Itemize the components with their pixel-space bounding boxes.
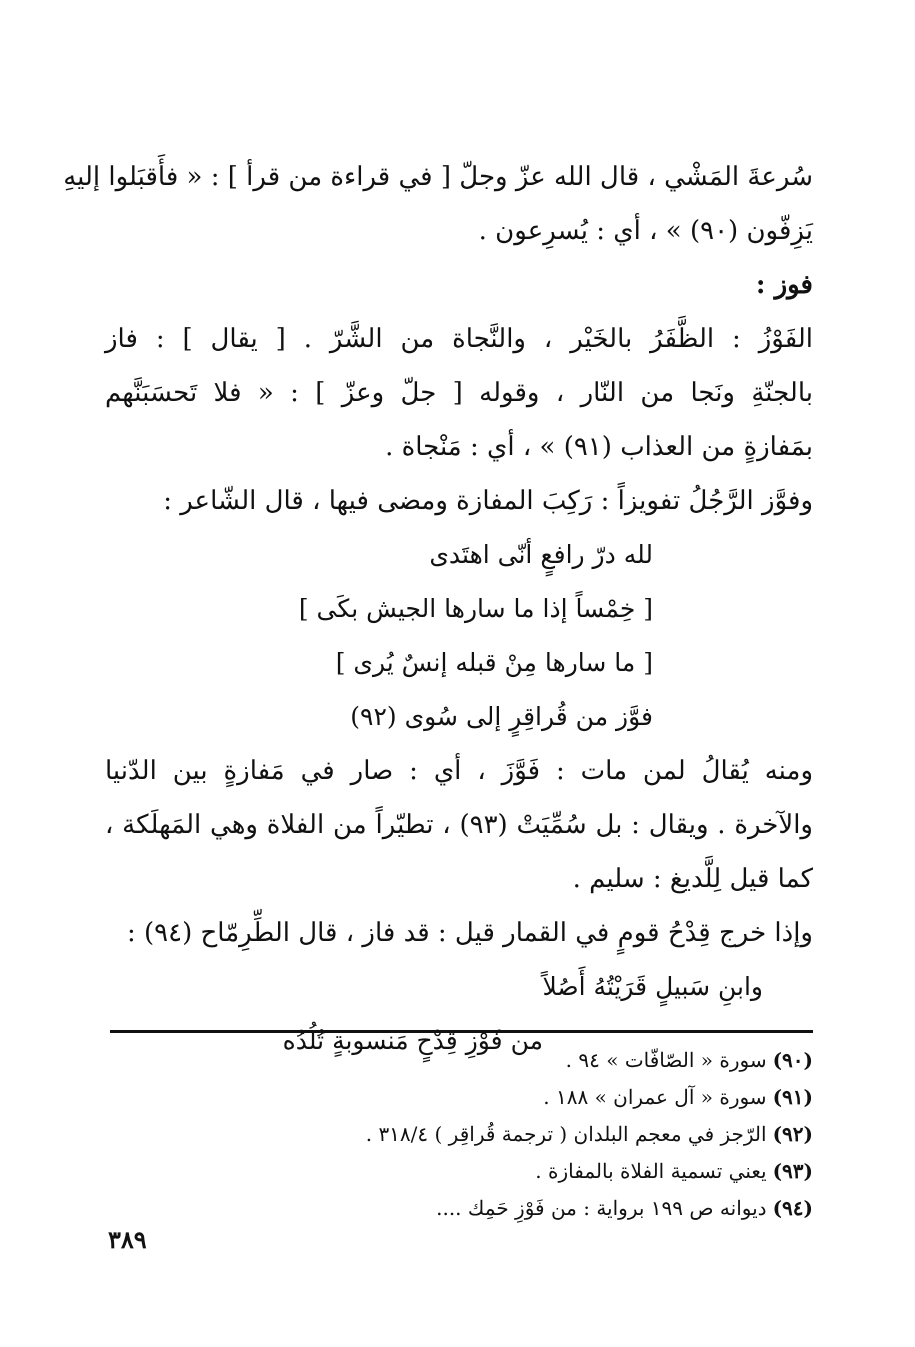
footnote-number: (٩٣) — [772, 1159, 813, 1183]
text-line: ومنه يُقالُ لمن مات : فَوَّزَ ، أي : صار في مَفازةٍ بين الدّنيا — [105, 756, 813, 786]
footnote-text: يعني تسمية الفلاة بالمفازة . — [535, 1159, 767, 1183]
footnote — [110, 1042, 813, 1079]
footnote-text: الرّجز في معجم البلدان ( ترجمة قُراقِر ) ٣١٨/٤ . — [365, 1122, 767, 1146]
text-line: وفوَّز الرَّجُلُ تفويزاً : رَكِبَ المفازة ومضى فيها ، قال الشّاعر : — [163, 486, 813, 516]
text-line: بالجنّةِ ونَجا من النّار ، وقوله [ جلّ وعزّ ] : « فلا تَحسَبَنَّهم — [105, 378, 813, 408]
footnote-text: ديوانه ص ١٩٩ برواية : من فَوْزِ حَمِك .... — [436, 1196, 767, 1220]
verse-line: [ ما سارها مِنْ قبله إنسٌ يُرى ] — [335, 648, 653, 677]
footnote-number: (٩١) — [772, 1085, 813, 1109]
footnote-divider — [110, 1030, 813, 1033]
main-text — [63, 150, 813, 1068]
footnote-number: (٩٠) — [772, 1048, 813, 1072]
text-line: وإذا خرج قِدْحُ قومٍ في القمار قيل : قد فاز ، قال الطِّرِمّاح (٩٤) : — [127, 918, 813, 948]
text-line: سُرعةَ المَشْي ، قال الله عزّ وجلّ [ في قراءة من قرأ ] : « فأَقبَلوا إليهِ — [63, 162, 813, 192]
page-number: ٣٨٩ — [108, 1225, 147, 1254]
footnote-text: سورة « الصّافّات » ٩٤ . — [565, 1048, 767, 1072]
entry-heading: فوز : — [755, 270, 813, 300]
footnote-number: (٩٤) — [772, 1196, 813, 1220]
text-line: الفَوْزُ : الظَّفَرُ بالخَيْر ، والنَّجاة من الشَّرّ . [ يقال ] : فاز — [105, 324, 813, 354]
verse-line: [ خِمْساً إذا ما سارها الجيش بكَى ] — [298, 594, 653, 623]
footnote — [110, 1190, 813, 1227]
text-line: يَزِفّون (٩٠) » ، أي : يُسرِعون . — [478, 216, 813, 246]
footnote — [110, 1079, 813, 1116]
text-line: كما قيل لِلَّديغ : سليم . — [572, 864, 813, 894]
footnote — [110, 1116, 813, 1153]
text-line: بمَفازةٍ من العذاب (٩١) » ، أي : مَنْجاة . — [385, 432, 813, 462]
verse-line: وابنِ سَبيلٍ قَرَيْتُهُ أَصُلاً — [542, 972, 763, 1001]
footnotes — [110, 1042, 813, 1227]
footnote — [110, 1153, 813, 1190]
footnote-text: سورة « آل عمران » ١٨٨ . — [543, 1085, 767, 1109]
verse-line: من فَوْزِ قِدْحٍ مَنسوبةٍ تُلُدُه — [282, 1026, 543, 1055]
text-line: والآخرة . ويقال : بل سُمِّيَتْ (٩٣) ، تطيّراً من الفلاة وهي المَهلَكة ، — [105, 810, 813, 840]
verse-line: لله درّ رافعٍ أنّى اهتَدى — [429, 540, 653, 569]
verse-line: فوَّز من قُراقِرٍ إلى سُوى (٩٢) — [350, 702, 653, 731]
footnote-number: (٩٢) — [772, 1122, 813, 1146]
